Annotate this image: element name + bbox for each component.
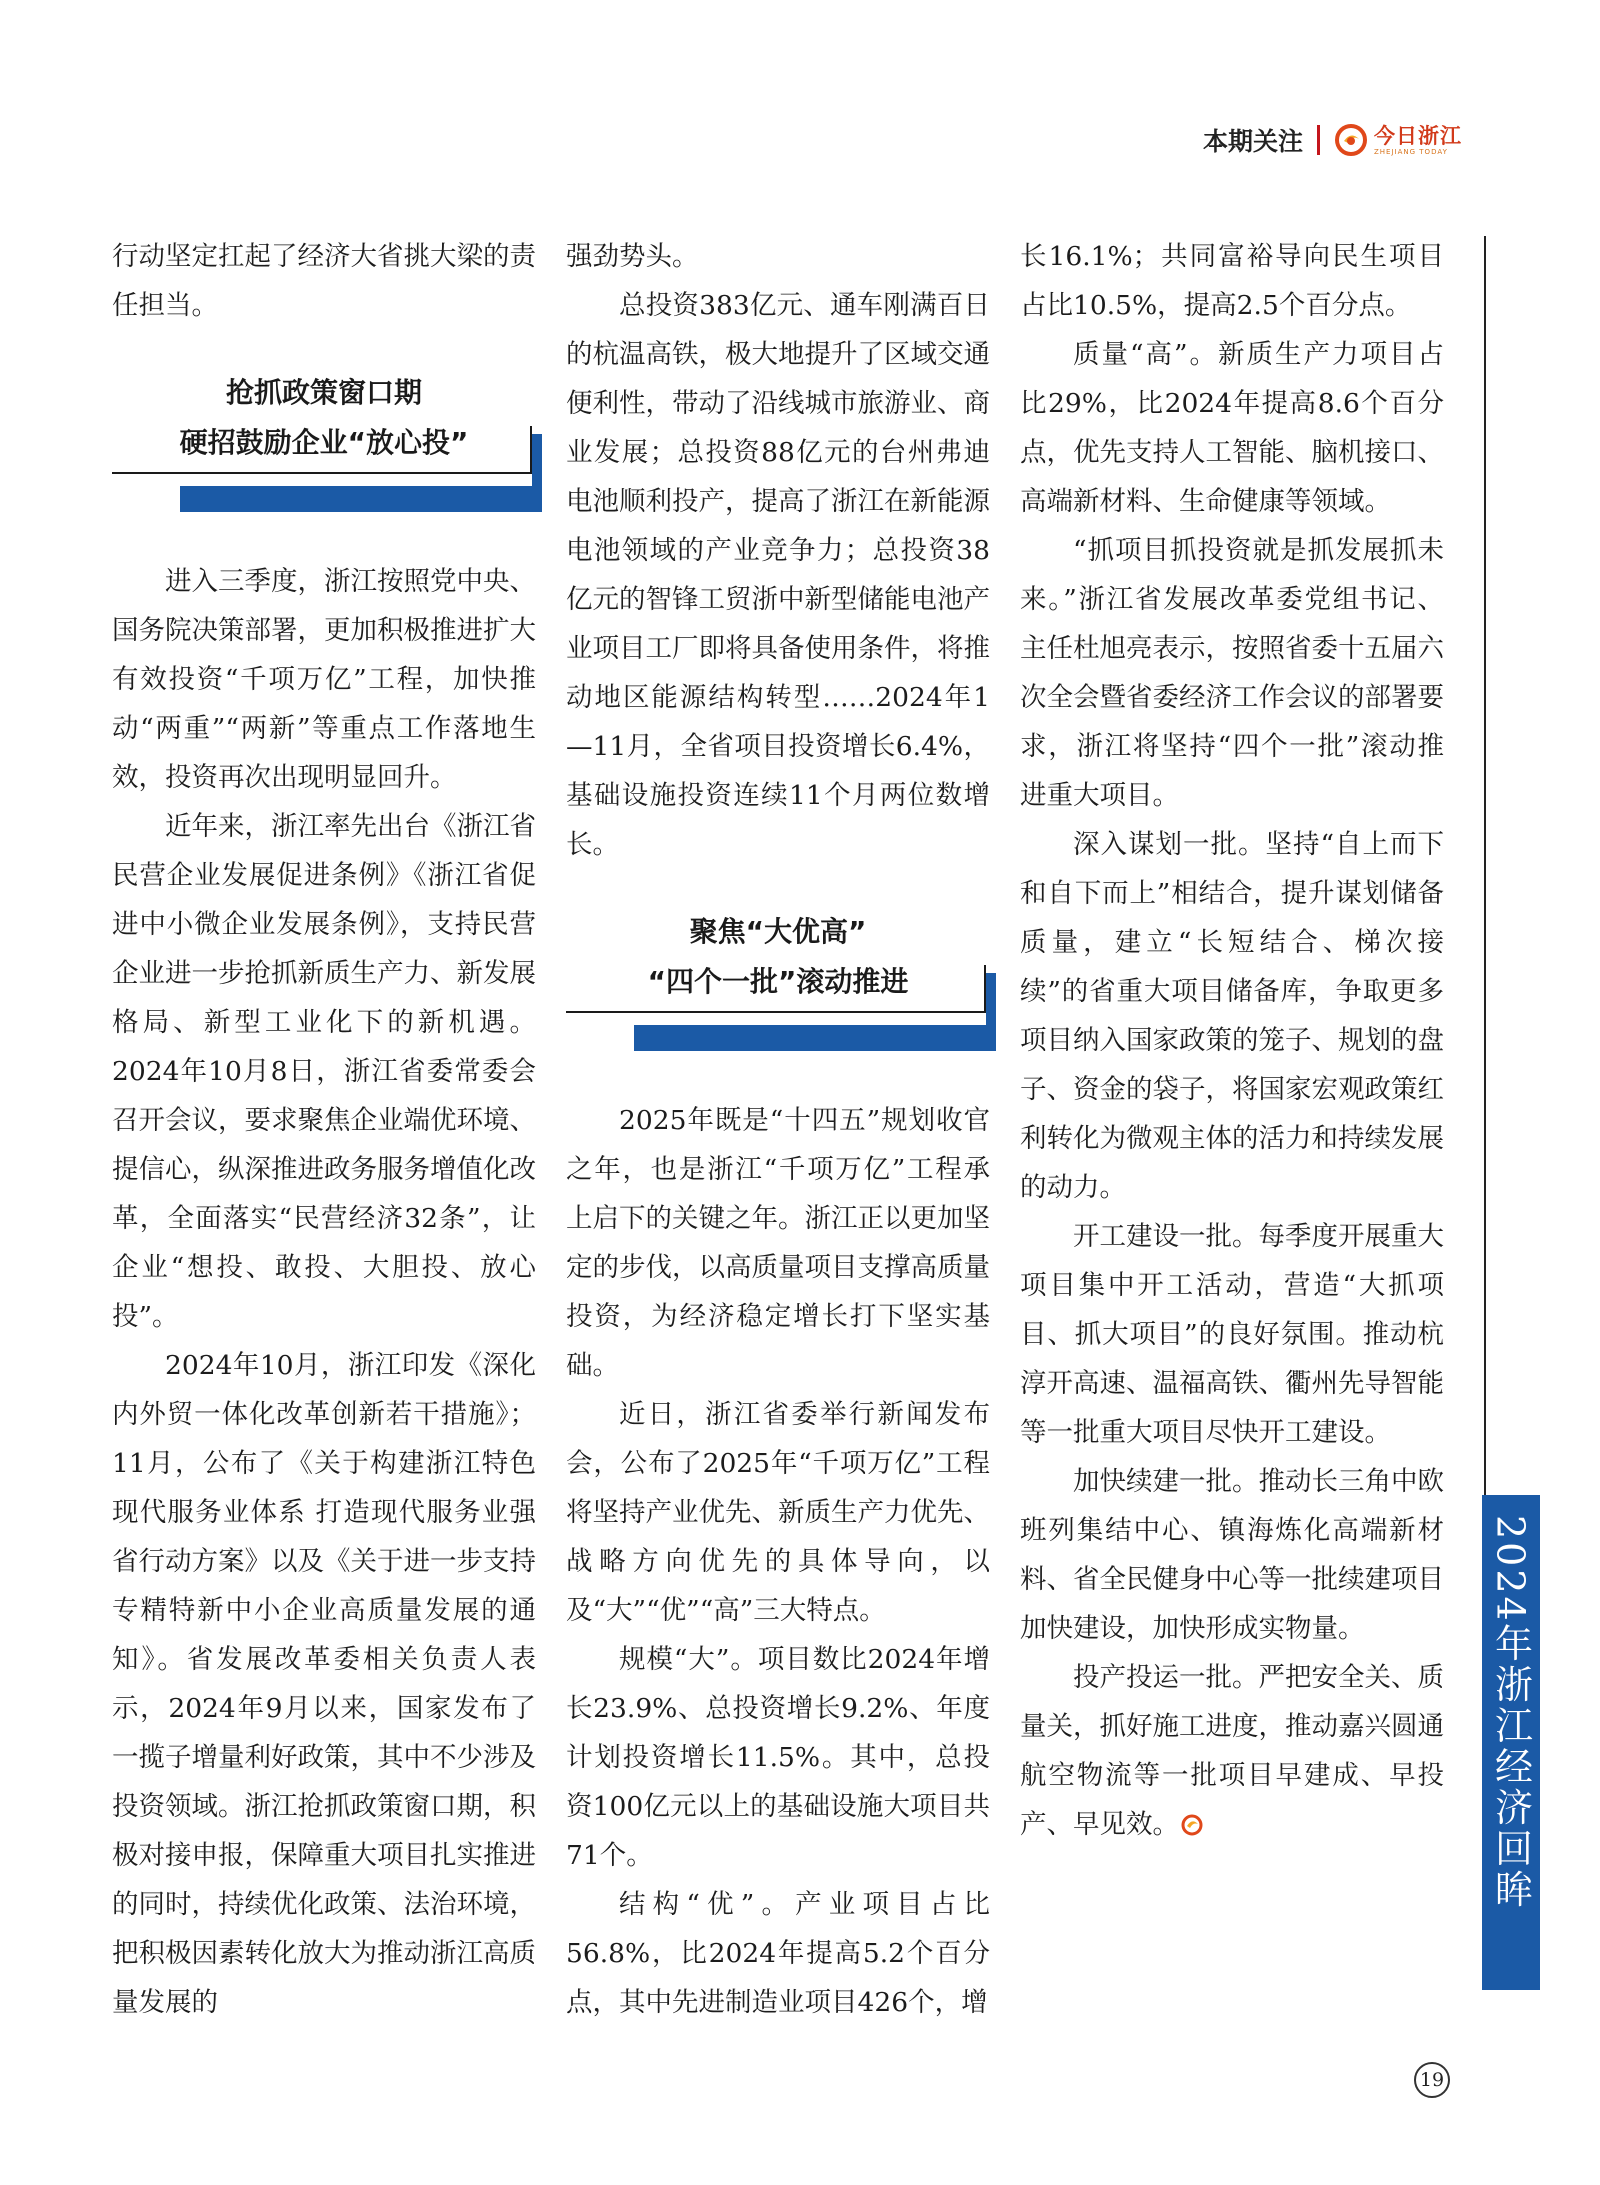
heading-blue-bar-vertical xyxy=(986,973,996,1051)
logo-text: 今日浙江 xyxy=(1374,122,1462,148)
paragraph: 结构“优”。产业项目占比56.8%，比2024年提高5.2个百分点，其中先进制造业项目426个，增 xyxy=(566,1889,990,2018)
logo-english: ZHEJIANG TODAY xyxy=(1374,147,1448,156)
header-divider xyxy=(1317,125,1320,155)
paragraph: 强劲势头。 xyxy=(566,241,699,272)
paragraph: 长16.1%；共同富裕导向民生项目占比10.5%，提高2.5个百分点。 xyxy=(1020,241,1444,321)
section-heading xyxy=(566,907,990,1062)
heading-line-2: 硬招鼓励企业“放心投” xyxy=(179,426,469,459)
magazine-logo xyxy=(1334,123,1462,157)
paragraph: 质量“高”。新质生产力项目占比29%，比2024年提高8.6个百分点，优先支持人工智能、脑机接口、高端新材料、生命健康等领域。 xyxy=(1020,339,1444,517)
heading-blue-bar xyxy=(634,1025,986,1051)
paragraph: “抓项目抓投资就是抓发展抓未来。”浙江省发展改革委党组书记、主任杜旭亮表示，按照省委十五届六次全会暨省委经济工作会议的部署要求，浙江将坚持“四个一批”滚动推进重大项目。 xyxy=(1020,535,1444,811)
paragraph: 近日，浙江省委举行新闻发布会，公布了2025年“千项万亿”工程将坚持产业优先、新质生产力优先、战略方向优先的具体导向，以及“大”“优”“高”三大特点。 xyxy=(566,1399,990,1626)
paragraph: 总投资383亿元、通车刚满百日的杭温高铁，极大地提升了区域交通便利性，带动了沿线城市旅游业、商业发展；总投资88亿元的台州弗迪电池顺利投产，提高了浙江在新能源电池领域的产业竞争力；总投资38亿元的智锋工贸浙中新型储能电池产业项目工厂即将具备使用条件，将推动地区能源结构转型……2024年1—11月，全省项目投资增长6.4%，基础设施投资连续11个月两位数增长。 xyxy=(566,290,990,860)
article-column-3 xyxy=(1020,232,1444,1849)
heading-line-1: 抢抓政策窗口期 xyxy=(225,376,422,409)
paragraph: 2024年10月，浙江印发《深化内外贸一体化改革创新若干措施》；11月，公布了《关于构建浙江特色现代服务业体系 打造现代服务业强省行动方案》以及《关于进一步支持专精特新中小企业高质量发展的通知》。省发展改革委相关负责人表示，2024年9月以来，国家发布了一揽子增量利好政策，其中不少涉及投资领域。浙江抢抓政策窗口期，积极对接申报，保障重大项目扎实推进的同时，持续优化政策、法治环境，把积极因素转化放大为推动浙江高质量发展的 xyxy=(112,1350,536,2018)
paragraph: 行动坚定扛起了经济大省挑大梁的责任担当。 xyxy=(112,241,536,321)
paragraph: 开工建设一批。每季度开展重大项目集中开工活动，营造“大抓项目、抓大项目”的良好氛围。推动杭淳开高速、温福高铁、衢州先导智能等一批重大项目尽快开工建设。 xyxy=(1020,1221,1444,1448)
paragraph-text: 投产投运一批。严把安全关、质量关，抓好施工进度，推动嘉兴圆通航空物流等一批项目早建成、早投产、早见效。 xyxy=(1020,1662,1444,1840)
side-tab: 2024年浙江经济回眸 xyxy=(1482,1495,1540,1990)
heading-line-2: “四个一批”滚动推进 xyxy=(647,965,909,998)
page-number: 19 xyxy=(1414,2062,1450,2098)
article-column-2 xyxy=(566,232,990,2027)
heading-rule xyxy=(112,472,532,474)
paragraph: 深入谋划一批。坚持“自上而下和自下而上”相结合，提升谋划储备质量，建立“长短结合、梯次接续”的省重大项目储备库，争取更多项目纳入国家政策的笼子、规划的盘子、资金的袋子，将国家宏观政策红利转化为微观主体的活力和持续发展的动力。 xyxy=(1020,829,1444,1203)
end-mark-icon xyxy=(1181,1814,1203,1836)
heading-blue-bar-vertical xyxy=(532,434,542,512)
side-rule xyxy=(1484,236,1486,1496)
paragraph: 2025年既是“十四五”规划收官之年，也是浙江“千项万亿”工程承上启下的关键之年。浙江正以更加坚定的步伐，以高质量项目支撑高质量投资，为经济稳定增长打下坚实基础。 xyxy=(566,1105,990,1381)
heading-rule xyxy=(566,1011,986,1013)
section-heading xyxy=(112,368,536,523)
paragraph: 规模“大”。项目数比2024年增长23.9%、总投资增长9.2%、年度计划投资增长11.5%。其中，总投资100亿元以上的基础设施大项目共71个。 xyxy=(566,1644,990,1871)
heading-blue-bar xyxy=(180,486,532,512)
final-paragraph xyxy=(1020,1653,1444,1849)
paragraph: 进入三季度，浙江按照党中央、国务院决策部署，更加积极推进扩大有效投资“千项万亿”工程，加快推动“两重”“两新”等重点工作落地生效，投资再次出现明显回升。 xyxy=(112,566,536,793)
section-title: 本期关注 xyxy=(1202,127,1303,156)
paragraph: 近年来，浙江率先出台《浙江省民营企业发展促进条例》《浙江省促进中小微企业发展条例》，支持民营企业进一步抢抓新质生产力、新发展格局、新型工业化下的新机遇。2024年10月8日，浙江省委常委会召开会议，要求聚焦企业端优环境、提信心，纵深推进政务服务增值化改革，全面落实“民营经济32条”，让企业“想投、敢投、大胆投、放心投”。 xyxy=(112,811,536,1332)
heading-line-1: 聚焦“大优高” xyxy=(689,915,867,948)
article-column-1 xyxy=(112,232,536,2027)
paragraph: 加快续建一批。推动长三角中欧班列集结中心、镇海炼化高端新材料、省全民健身中心等一批续建项目加快建设，加快形成实物量。 xyxy=(1020,1466,1444,1644)
logo-swirl-icon xyxy=(1334,123,1368,157)
page-header xyxy=(1203,116,1462,164)
